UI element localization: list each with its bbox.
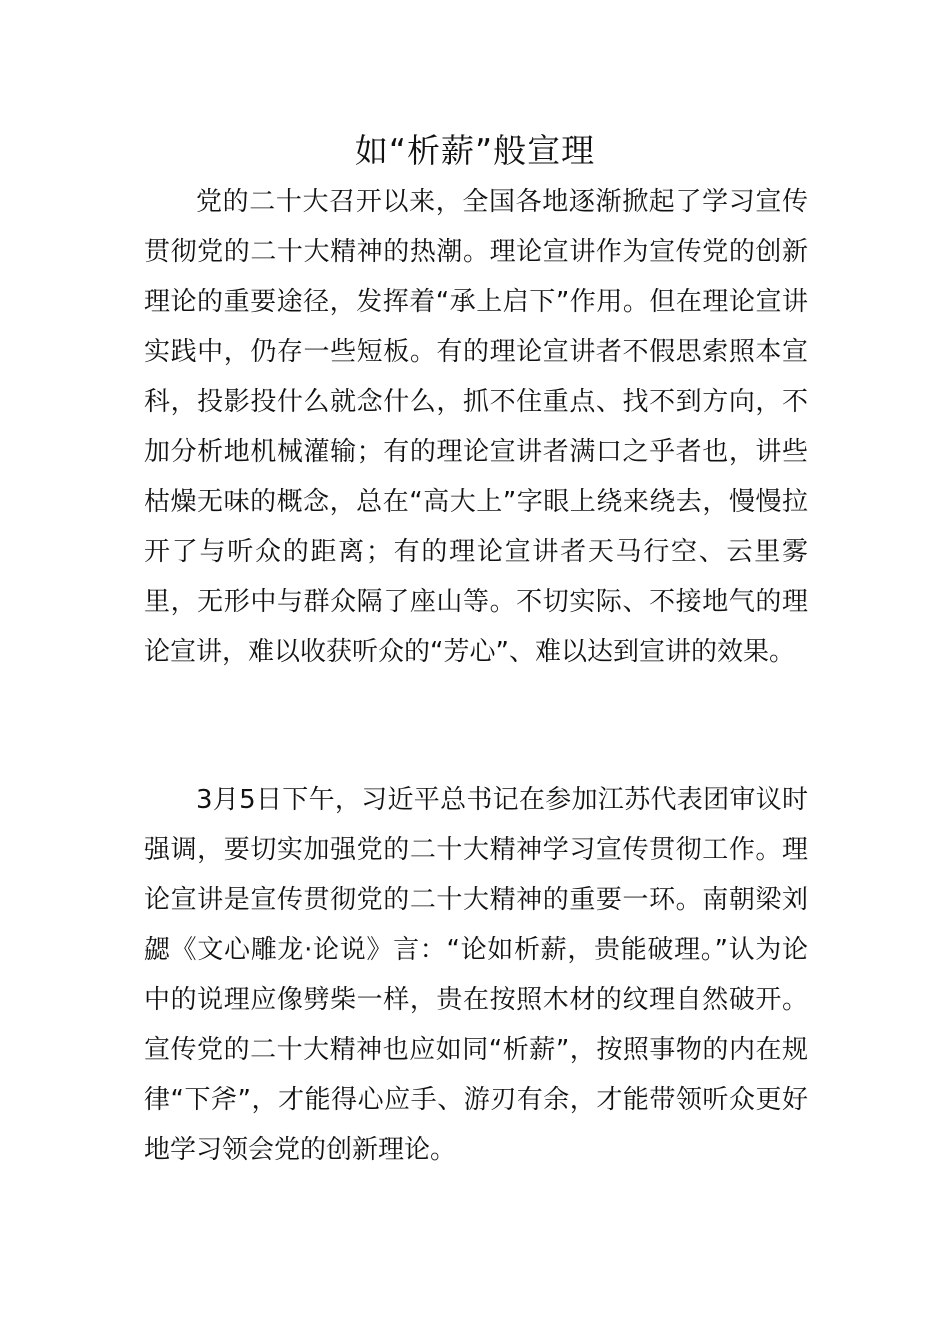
document-title: 如“析薪”般宣理	[354, 131, 596, 170]
paragraph-1: 党的二十大召开以来，全国各地逐渐掀起了学习宣传贯彻党的二十大精神的热潮。理论宣讲作为宣传党的创新理论的重要途径，发挥着“承上启下”作用。但在理论宣讲实践中，仍存一些短板。有的理论宣讲者不假思索照本宣科，投影投什么就念什么，抓不住重点、找不到方向，不加分析地机械灌输；有的理论宣讲者满口之乎者也，讲些枯燥无味的概念，总在“高大上”字眼上绕来绕去，慢慢拉开了与听众的距离；有的理论宣讲者天马行空、云里雾里，无形中与群众隔了座山等。不切实际、不接地气的理论宣讲，难以收获听众的“芳心”、难以达到宣讲的效果。	[144, 187, 808, 667]
paragraph-2: 3月5日下午，习近平总书记在参加江苏代表团审议时强调，要切实加强党的二十大精神学习宣传贯彻工作。理论宣讲是宣传贯彻党的二十大精神的重要一环。南朝梁刘勰《文心雕龙·论说》言：“论如析薪，贵能破理。”认为论中的说理应像劈柴一样，贵在按照木材的纹理自然破开。宣传党的二十大精神也应如同“析薪”，按照事物的内在规律“下斧”，才能得心应手、游刃有余，才能带领听众更好地学习领会党的创新理论。	[144, 785, 808, 1165]
